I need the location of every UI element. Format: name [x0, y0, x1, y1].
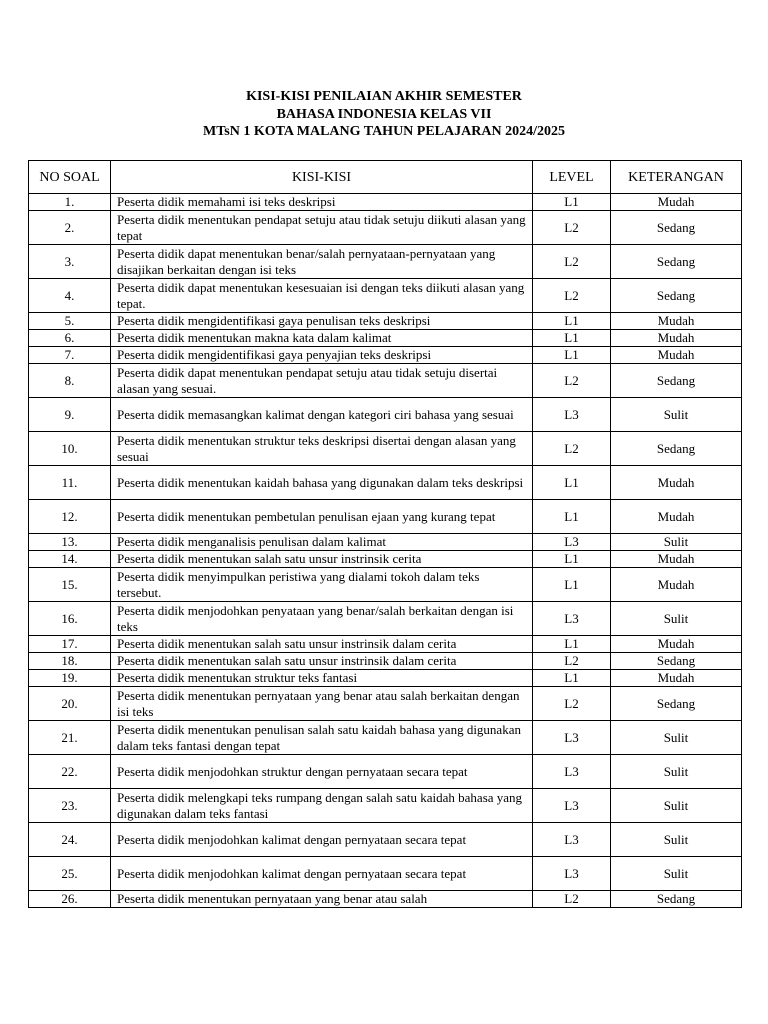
table-row [29, 755, 742, 789]
cell-level: L1 [533, 466, 611, 500]
cell-keterangan: Sulit [611, 721, 742, 755]
table-row [29, 347, 742, 364]
title-line-1: KISI-KISI PENILAIAN AKHIR SEMESTER [246, 89, 522, 104]
cell-level: L2 [533, 245, 611, 279]
cell-kisi-kisi: Peserta didik menentukan salah satu unsur instrinsik cerita [111, 551, 533, 568]
cell-no-soal: 8. [29, 364, 111, 398]
cell-no-soal: 2. [29, 211, 111, 245]
cell-keterangan: Sedang [611, 279, 742, 313]
cell-no-soal: 15. [29, 568, 111, 602]
header-kisi-kisi: KISI-KISI [111, 161, 533, 194]
cell-kisi-kisi: Peserta didik menentukan pendapat setuju atau tidak setuju diikuti alasan yang tepat [111, 211, 533, 245]
cell-level: L1 [533, 194, 611, 211]
cell-level: L2 [533, 364, 611, 398]
cell-no-soal: 19. [29, 670, 111, 687]
cell-kisi-kisi: Peserta didik memasangkan kalimat dengan kategori ciri bahasa yang sesuai [111, 398, 533, 432]
cell-kisi-kisi: Peserta didik menentukan penulisan salah satu kaidah bahasa yang digunakan dalam teks fantasi dengan tepat [111, 721, 533, 755]
cell-level: L3 [533, 602, 611, 636]
cell-keterangan: Mudah [611, 551, 742, 568]
cell-keterangan: Mudah [611, 636, 742, 653]
table-row [29, 551, 742, 568]
table-row [29, 687, 742, 721]
cell-keterangan: Mudah [611, 313, 742, 330]
table-row [29, 636, 742, 653]
cell-kisi-kisi: Peserta didik menentukan pernyataan yang benar atau salah [111, 891, 533, 908]
cell-kisi-kisi: Peserta didik dapat menentukan pendapat setuju atau tidak setuju disertai alasan yang sesuai. [111, 364, 533, 398]
cell-no-soal: 12. [29, 500, 111, 534]
cell-level: L3 [533, 755, 611, 789]
cell-keterangan: Sulit [611, 789, 742, 823]
cell-kisi-kisi: Peserta didik menjodohkan kalimat dengan pernyataan secara tepat [111, 823, 533, 857]
cell-level: L2 [533, 279, 611, 313]
cell-kisi-kisi: Peserta didik melengkapi teks rumpang dengan salah satu kaidah bahasa yang digunakan dalam teks fantasi [111, 789, 533, 823]
cell-keterangan: Mudah [611, 466, 742, 500]
cell-no-soal: 25. [29, 857, 111, 891]
cell-level: L3 [533, 534, 611, 551]
cell-no-soal: 7. [29, 347, 111, 364]
cell-no-soal: 26. [29, 891, 111, 908]
cell-kisi-kisi: Peserta didik menjodohkan kalimat dengan pernyataan secara tepat [111, 857, 533, 891]
cell-no-soal: 13. [29, 534, 111, 551]
cell-level: L2 [533, 432, 611, 466]
cell-level: L2 [533, 653, 611, 670]
cell-level: L2 [533, 687, 611, 721]
cell-kisi-kisi: Peserta didik menjodohkan penyataan yang benar/salah berkaitan dengan isi teks [111, 602, 533, 636]
table-row [29, 245, 742, 279]
cell-keterangan: Sulit [611, 534, 742, 551]
table-row [29, 534, 742, 551]
table-row [29, 194, 742, 211]
cell-kisi-kisi: Peserta didik menganalisis penulisan dalam kalimat [111, 534, 533, 551]
table-header-row [29, 161, 742, 194]
title-line-2: BAHASA INDONESIA KELAS VII [276, 106, 492, 122]
cell-level: L2 [533, 211, 611, 245]
cell-kisi-kisi: Peserta didik mengidentifikasi gaya penulisan teks deskripsi [111, 313, 533, 330]
table-body [29, 194, 742, 908]
cell-level: L1 [533, 330, 611, 347]
cell-level: L2 [533, 891, 611, 908]
table-row [29, 398, 742, 432]
header-keterangan: KETERANGAN [611, 161, 742, 194]
cell-keterangan: Mudah [611, 330, 742, 347]
cell-no-soal: 3. [29, 245, 111, 279]
cell-keterangan: Sulit [611, 398, 742, 432]
table-row [29, 891, 742, 908]
cell-no-soal: 18. [29, 653, 111, 670]
cell-kisi-kisi: Peserta didik menentukan pembetulan penulisan ejaan yang kurang tepat [111, 500, 533, 534]
table-row [29, 789, 742, 823]
header-no-soal: NO SOAL [29, 161, 111, 194]
cell-keterangan: Mudah [611, 500, 742, 534]
cell-no-soal: 16. [29, 602, 111, 636]
cell-kisi-kisi: Peserta didik menyimpulkan peristiwa yang dialami tokoh dalam teks tersebut. [111, 568, 533, 602]
cell-kisi-kisi: Peserta didik menentukan salah satu unsur instrinsik dalam cerita [111, 653, 533, 670]
cell-keterangan: Mudah [611, 670, 742, 687]
cell-level: L1 [533, 636, 611, 653]
kisi-kisi-table [28, 160, 742, 908]
cell-no-soal: 1. [29, 194, 111, 211]
document-header [0, 88, 768, 141]
cell-keterangan: Mudah [611, 568, 742, 602]
cell-keterangan: Mudah [611, 194, 742, 211]
cell-kisi-kisi: Peserta didik dapat menentukan benar/salah pernyataan-pernyataan yang disajikan berkaitan dengan isi teks [111, 245, 533, 279]
cell-keterangan: Sedang [611, 653, 742, 670]
cell-no-soal: 10. [29, 432, 111, 466]
title-line-3: MTsN 1 KOTA MALANG TAHUN PELAJARAN 2024/2025 [203, 124, 565, 139]
table-row [29, 653, 742, 670]
cell-keterangan: Sedang [611, 891, 742, 908]
cell-no-soal: 23. [29, 789, 111, 823]
cell-level: L1 [533, 568, 611, 602]
table-row [29, 211, 742, 245]
cell-keterangan: Sedang [611, 687, 742, 721]
cell-keterangan: Sulit [611, 823, 742, 857]
cell-no-soal: 17. [29, 636, 111, 653]
cell-level: L1 [533, 551, 611, 568]
table-row [29, 330, 742, 347]
cell-level: L1 [533, 347, 611, 364]
table-row [29, 568, 742, 602]
cell-keterangan: Sulit [611, 857, 742, 891]
cell-keterangan: Sedang [611, 211, 742, 245]
cell-keterangan: Sedang [611, 245, 742, 279]
cell-kisi-kisi: Peserta didik menentukan pernyataan yang benar atau salah berkaitan dengan isi teks [111, 687, 533, 721]
cell-kisi-kisi: Peserta didik menentukan makna kata dalam kalimat [111, 330, 533, 347]
cell-no-soal: 22. [29, 755, 111, 789]
cell-kisi-kisi: Peserta didik dapat menentukan kesesuaian isi dengan teks diikuti alasan yang tepat. [111, 279, 533, 313]
cell-keterangan: Sulit [611, 755, 742, 789]
table-row [29, 823, 742, 857]
table-row [29, 602, 742, 636]
cell-level: L1 [533, 670, 611, 687]
cell-level: L1 [533, 313, 611, 330]
cell-level: L3 [533, 789, 611, 823]
table-row [29, 279, 742, 313]
cell-no-soal: 5. [29, 313, 111, 330]
cell-no-soal: 11. [29, 466, 111, 500]
cell-keterangan: Sedang [611, 432, 742, 466]
cell-kisi-kisi: Peserta didik menentukan struktur teks deskripsi disertai dengan alasan yang sesuai [111, 432, 533, 466]
cell-no-soal: 21. [29, 721, 111, 755]
cell-kisi-kisi: Peserta didik menjodohkan struktur dengan pernyataan secara tepat [111, 755, 533, 789]
cell-kisi-kisi: Peserta didik mengidentifikasi gaya penyajian teks deskripsi [111, 347, 533, 364]
cell-keterangan: Sulit [611, 602, 742, 636]
table-row [29, 721, 742, 755]
cell-kisi-kisi: Peserta didik menentukan struktur teks fantasi [111, 670, 533, 687]
table-row [29, 857, 742, 891]
table-row [29, 466, 742, 500]
cell-no-soal: 20. [29, 687, 111, 721]
table-row [29, 313, 742, 330]
cell-level: L3 [533, 721, 611, 755]
cell-no-soal: 24. [29, 823, 111, 857]
cell-level: L3 [533, 857, 611, 891]
cell-kisi-kisi: Peserta didik memahami isi teks deskripsi [111, 194, 533, 211]
cell-level: L3 [533, 823, 611, 857]
cell-kisi-kisi: Peserta didik menentukan kaidah bahasa yang digunakan dalam teks deskripsi [111, 466, 533, 500]
table-row [29, 432, 742, 466]
cell-level: L3 [533, 398, 611, 432]
cell-no-soal: 9. [29, 398, 111, 432]
header-level: LEVEL [533, 161, 611, 194]
cell-no-soal: 14. [29, 551, 111, 568]
cell-kisi-kisi: Peserta didik menentukan salah satu unsur instrinsik dalam cerita [111, 636, 533, 653]
table-row [29, 500, 742, 534]
cell-keterangan: Sedang [611, 364, 742, 398]
cell-keterangan: Mudah [611, 347, 742, 364]
table-row [29, 364, 742, 398]
cell-no-soal: 6. [29, 330, 111, 347]
cell-no-soal: 4. [29, 279, 111, 313]
cell-level: L1 [533, 500, 611, 534]
table-row [29, 670, 742, 687]
